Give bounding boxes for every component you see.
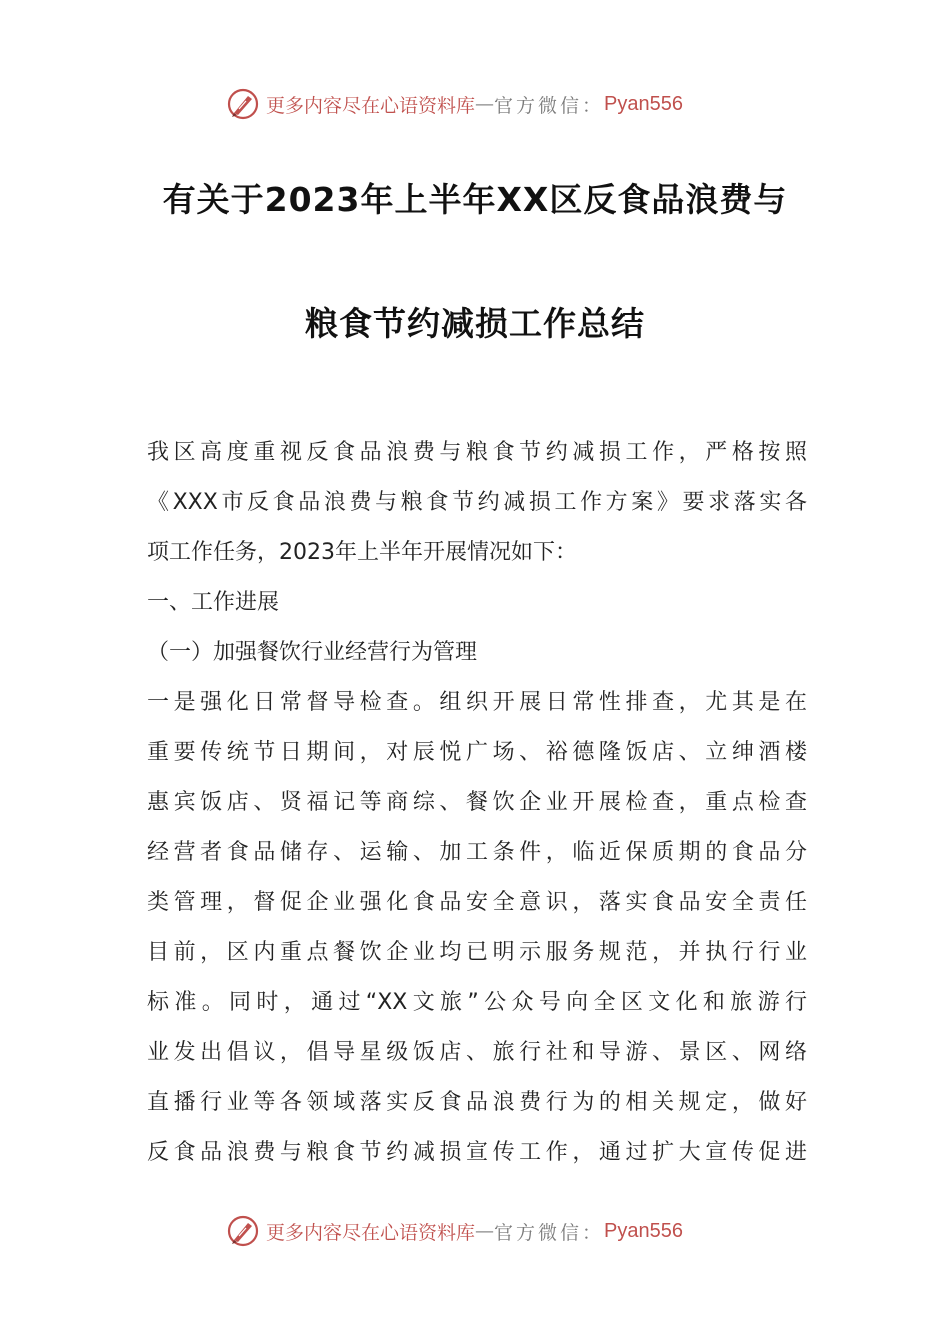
body-line: 经营者食品储存、运输、加工条件，临近保质期的食品分 xyxy=(147,840,807,865)
body-line: 标准。同时，通过“XX文旅”公众号向全区文化和旅游行 xyxy=(147,990,807,1015)
body-line: 类管理，督促企业强化食品安全意识，落实食品安全责任 xyxy=(147,890,807,915)
body-line: 一是强化日常督导检查。组织开展日常性排查，尤其是在 xyxy=(147,690,807,715)
watermark-text: 更多内容尽在心语资料库 xyxy=(266,1221,476,1244)
pen-quill-logo-icon xyxy=(226,1214,260,1248)
body-line: 《XXX市反食品浪费与粮食节约减损工作方案》要求落实各 xyxy=(147,490,807,515)
subsection-heading: （一）加强餐饮行业经营行为管理 xyxy=(147,640,478,665)
body-line: 重要传统节日期间，对辰悦广场、裕德隆饭店、立绅酒楼 xyxy=(147,740,807,765)
body-line: 目前，区内重点餐饮企业均已明示服务规范，并执行行业 xyxy=(147,940,807,965)
watermark-official-label: 官方微信： xyxy=(494,94,605,117)
document-body xyxy=(147,428,807,1178)
body-line: 反食品浪费与粮食节约减损宣传工作，通过扩大宣传促进 xyxy=(147,1140,807,1165)
footer-watermark xyxy=(226,1211,683,1251)
document-title-line-1: 有关于2023年上半年XX区反食品浪费与 xyxy=(162,180,788,219)
header-watermark xyxy=(226,84,683,124)
body-line: 项工作任务，2023年上半年开展情况如下： xyxy=(147,540,577,565)
watermark-dash: — xyxy=(475,1220,495,1242)
watermark-official-label: 官方微信： xyxy=(494,1221,605,1244)
watermark-wechat-id: Pyan556 xyxy=(604,92,683,115)
body-line: 我区高度重视反食品浪费与粮食节约减损工作，严格按照 xyxy=(147,440,807,465)
watermark-wechat-id: Pyan556 xyxy=(604,1219,683,1242)
document-title-line-2: 粮食节约减损工作总结 xyxy=(305,304,645,343)
pen-quill-logo-icon xyxy=(226,87,260,121)
section-heading: 一、工作进展 xyxy=(147,590,280,615)
watermark-text: 更多内容尽在心语资料库 xyxy=(266,94,476,117)
body-line: 业发出倡议，倡导星级饭店、旅行社和导游、景区、网络 xyxy=(147,1040,807,1065)
body-line: 惠宾饭店、贤福记等商综、餐饮企业开展检查，重点检查 xyxy=(147,790,807,815)
body-line: 直播行业等各领域落实反食品浪费行为的相关规定，做好 xyxy=(147,1090,807,1115)
watermark-dash: — xyxy=(475,93,495,115)
